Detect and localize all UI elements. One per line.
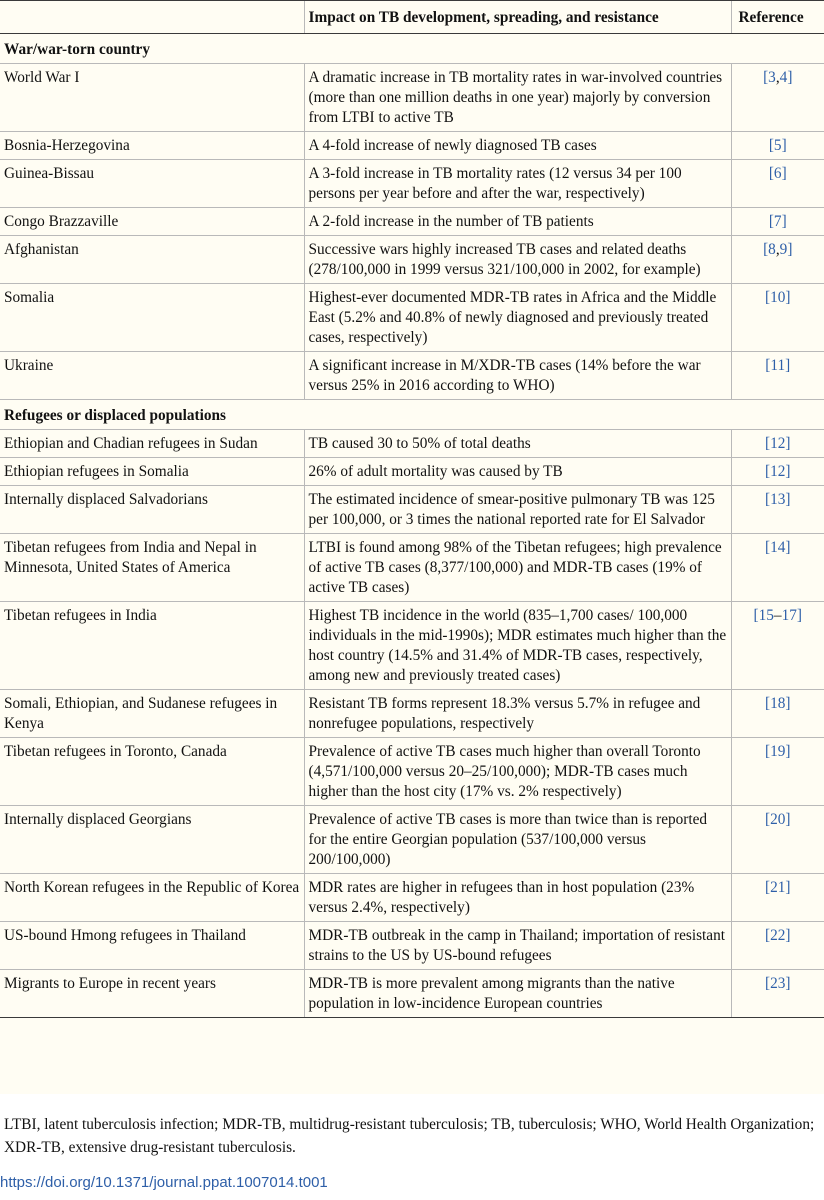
- table-row: [0, 236, 824, 284]
- cell-reference: [731, 806, 824, 874]
- table-row: [0, 534, 824, 602]
- section-header-row: [0, 400, 824, 430]
- bracket-open: [: [763, 69, 769, 86]
- table-row: [0, 352, 824, 400]
- cell-reference: [731, 236, 824, 284]
- table-header-row: [0, 1, 824, 34]
- bracket-close: ]: [785, 435, 791, 452]
- reference-link[interactable]: 20: [770, 811, 786, 828]
- cell-impact: MDR-TB is more prevalent among migrants than the native population in low-incidence European countries: [304, 970, 731, 1018]
- reference-link[interactable]: 11: [770, 357, 786, 374]
- section-header-row: [0, 34, 824, 64]
- reference-link[interactable]: 3: [768, 69, 776, 86]
- bracket-open: [: [764, 289, 771, 306]
- cell-impact: A 2-fold increase in the number of TB patients: [304, 208, 731, 236]
- bracket-open: [: [768, 213, 774, 230]
- table-row: [0, 602, 824, 690]
- table-row: [0, 738, 824, 806]
- cell-reference: [731, 486, 824, 534]
- cell-setting: North Korean refugees in the Republic of Korea: [0, 874, 304, 922]
- table-row: [0, 132, 824, 160]
- cell-impact: A 4-fold increase of newly diagnosed TB cases: [304, 132, 731, 160]
- reference-link[interactable]: 17: [781, 607, 797, 624]
- cell-impact: A dramatic increase in TB mortality rates in war-involved countries (more than one million deaths in one year) majorly by conversion from LTBI to active TB: [304, 64, 731, 132]
- cell-setting: Ukraine: [0, 352, 304, 400]
- cell-setting: Tibetan refugees in Toronto, Canada: [0, 738, 304, 806]
- cell-setting: Tibetan refugees from India and Nepal in Minnesota, United States of America: [0, 534, 304, 602]
- table-row: [0, 430, 824, 458]
- section-title: War/war-torn country: [0, 34, 824, 64]
- bracket-close: ]: [785, 289, 791, 306]
- table-footnote: LTBI, latent tuberculosis infection; MDR-TB, multidrug-resistant tuberculosis; TB, tuberculosis; WHO, World Health Organization; XDR-TB, extensive drug-resistant tuberculosis.: [4, 1116, 815, 1156]
- bracket-close: ]: [785, 695, 791, 712]
- reference-link[interactable]: 9: [779, 241, 788, 258]
- bracket-close: ]: [787, 69, 793, 86]
- table-row: [0, 458, 824, 486]
- bracket-open: [: [765, 357, 771, 374]
- reference-separator: ,: [775, 241, 780, 258]
- cell-setting: World War I: [0, 64, 304, 132]
- table-row: [0, 284, 824, 352]
- reference-separator: –: [773, 607, 782, 624]
- table-row: [0, 874, 824, 922]
- cell-impact: A significant increase in M/XDR-TB cases (14% before the war versus 25% in 2016 according to WHO): [304, 352, 731, 400]
- bracket-close: ]: [785, 811, 791, 828]
- table-row: [0, 690, 824, 738]
- cell-impact: Highest TB incidence in the world (835–1,700 cases/ 100,000 individuals in the mid-1990s); MDR estimates much higher than the host country (14.5% and 31.4% of MDR-TB cases, respectively, among new and previously treated cases): [304, 602, 731, 690]
- bracket-open: [: [764, 743, 771, 760]
- bracket-open: [: [764, 975, 771, 992]
- cell-reference: [731, 352, 824, 400]
- cell-reference: [731, 738, 824, 806]
- table-row: [0, 922, 824, 970]
- cell-reference: [731, 284, 824, 352]
- cell-reference: [731, 690, 824, 738]
- cell-setting: Internally displaced Georgians: [0, 806, 304, 874]
- bracket-open: [: [768, 137, 774, 154]
- cell-impact: MDR-TB outbreak in the camp in Thailand; importation of resistant strains to the US by US-bound refugees: [304, 922, 731, 970]
- cell-reference: [731, 64, 824, 132]
- cell-reference: [731, 160, 824, 208]
- bracket-close: ]: [785, 879, 791, 896]
- bracket-close: ]: [785, 975, 791, 992]
- bracket-close: ]: [781, 137, 787, 154]
- cell-setting: Migrants to Europe in recent years: [0, 970, 304, 1018]
- cell-setting: Somali, Ethiopian, and Sudanese refugees in Kenya: [0, 690, 304, 738]
- cell-reference: [731, 132, 824, 160]
- bracket-open: [: [768, 165, 774, 182]
- bracket-open: [: [764, 879, 771, 896]
- reference-link[interactable]: 23: [770, 975, 786, 992]
- reference-link[interactable]: 12: [770, 435, 786, 452]
- reference-link[interactable]: 12: [770, 463, 786, 480]
- bracket-open: [: [764, 811, 771, 828]
- reference-link[interactable]: 22: [770, 927, 786, 944]
- cell-setting: Bosnia-Herzegovina: [0, 132, 304, 160]
- reference-link[interactable]: 15: [758, 607, 774, 624]
- bracket-close: ]: [796, 607, 802, 624]
- bracket-open: [: [763, 241, 769, 258]
- table-row: [0, 970, 824, 1018]
- bracket-close: ]: [781, 213, 787, 230]
- cell-impact: 26% of adult mortality was caused by TB: [304, 458, 731, 486]
- cell-impact: Successive wars highly increased TB cases and related deaths (278/100,000 in 1999 versus 321/100,000 in 2002, for example): [304, 236, 731, 284]
- table-body: [0, 34, 824, 1018]
- reference-link[interactable]: 19: [770, 743, 786, 760]
- reference-link[interactable]: 7: [773, 213, 782, 230]
- cell-setting: US-bound Hmong refugees in Thailand: [0, 922, 304, 970]
- cell-impact: MDR rates are higher in refugees than in host population (23% versus 2.4%, respectively): [304, 874, 731, 922]
- reference-link[interactable]: 6: [773, 165, 782, 182]
- reference-link[interactable]: 5: [773, 137, 782, 154]
- cell-reference: [731, 208, 824, 236]
- section-title: Refugees or displaced populations: [0, 400, 824, 430]
- cell-reference: [731, 534, 824, 602]
- bracket-close: ]: [785, 463, 791, 480]
- header-impact: Impact on TB development, spreading, and resistance: [304, 1, 731, 34]
- cell-impact: TB caused 30 to 50% of total deaths: [304, 430, 731, 458]
- reference-link[interactable]: 13: [770, 491, 786, 508]
- table-row: [0, 486, 824, 534]
- cell-impact: A 3-fold increase in TB mortality rates (12 versus 34 per 100 persons per year before and after the war, respectively): [304, 160, 731, 208]
- reference-link[interactable]: 10: [770, 289, 786, 306]
- bracket-open: [: [764, 491, 771, 508]
- cell-impact: LTBI is found among 98% of the Tibetan refugees; high prevalence of active TB cases (8,377/100,000) and MDR-TB cases (19% of active TB cases): [304, 534, 731, 602]
- cell-setting: Tibetan refugees in India: [0, 602, 304, 690]
- bracket-close: ]: [785, 491, 791, 508]
- cell-setting: Somalia: [0, 284, 304, 352]
- reference-link[interactable]: 21: [770, 879, 786, 896]
- table-row: [0, 806, 824, 874]
- bracket-open: [: [764, 463, 771, 480]
- reference-link[interactable]: 18: [770, 695, 786, 712]
- cell-impact: Resistant TB forms represent 18.3% versus 5.7% in refugee and nonrefugee populations, respectively: [304, 690, 731, 738]
- reference-link[interactable]: 4: [779, 69, 788, 86]
- cell-setting: Ethiopian refugees in Somalia: [0, 458, 304, 486]
- cell-setting: Guinea-Bissau: [0, 160, 304, 208]
- bracket-close: ]: [787, 241, 793, 258]
- cell-reference: [731, 602, 824, 690]
- cell-impact: Prevalence of active TB cases is more than twice than is reported for the entire Georgian population (537/100,000 versus 200/100,000): [304, 806, 731, 874]
- cell-impact: Prevalence of active TB cases much higher than overall Toronto (4,571/100,000 versus 20–25/100,000); MDR-TB cases much higher than the host city (17% vs. 2% respectively): [304, 738, 731, 806]
- cell-reference: [731, 458, 824, 486]
- reference-link[interactable]: 14: [770, 539, 786, 556]
- doi-link[interactable]: https://doi.org/10.1371/journal.ppat.1007014.t001: [0, 1174, 328, 1191]
- cell-impact: The estimated incidence of smear-positive pulmonary TB was 125 per 100,000, or 3 times the national reported rate for El Salvador: [304, 486, 731, 534]
- reference-separator: ,: [775, 69, 780, 86]
- cell-reference: [731, 922, 824, 970]
- bracket-close: ]: [781, 165, 787, 182]
- cell-reference: [731, 970, 824, 1018]
- reference-link[interactable]: 8: [768, 241, 776, 258]
- bracket-open: [: [764, 695, 771, 712]
- cell-setting: Internally displaced Salvadorians: [0, 486, 304, 534]
- bracket-close: ]: [785, 743, 791, 760]
- bracket-close: ]: [785, 357, 791, 374]
- bracket-open: [: [753, 607, 759, 624]
- bracket-open: [: [764, 539, 771, 556]
- bracket-open: [: [764, 435, 771, 452]
- table-row: [0, 208, 824, 236]
- bracket-close: ]: [785, 539, 791, 556]
- cell-reference: [731, 430, 824, 458]
- table-row: [0, 160, 824, 208]
- cell-setting: Afghanistan: [0, 236, 304, 284]
- cell-setting: Ethiopian and Chadian refugees in Sudan: [0, 430, 304, 458]
- cell-reference: [731, 874, 824, 922]
- cell-impact: Highest-ever documented MDR-TB rates in Africa and the Middle East (5.2% and 40.8% of newly diagnosed and previously treated cases, respectively): [304, 284, 731, 352]
- bracket-close: ]: [785, 927, 791, 944]
- cell-setting: Congo Brazzaville: [0, 208, 304, 236]
- table-row: [0, 64, 824, 132]
- bracket-open: [: [764, 927, 771, 944]
- header-setting: [0, 1, 304, 34]
- header-reference: Reference: [731, 1, 824, 34]
